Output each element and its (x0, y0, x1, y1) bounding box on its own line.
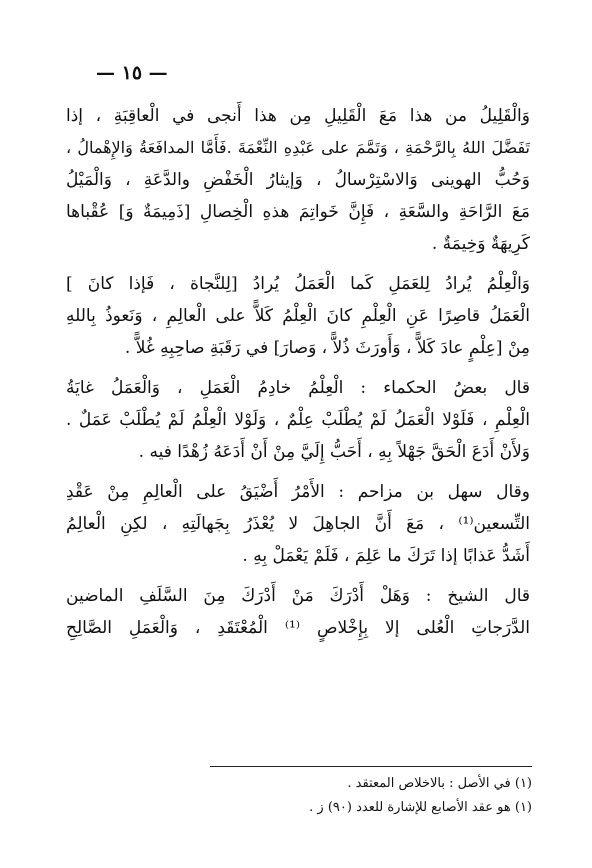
text-line: وَحُبُّ الهوينى وَالاسْتِرْسالُ ، وَإيثارُ الْخَفْضِ والدَّعَةِ ، وَالْمَيْلُ (66, 170, 530, 190)
text-line: الْعِلْمِ ، فَلَوْلا الْعَمَلُ لَمْ يُطْلَبْ عِلْمٌ ، وَلَوْلا الْعِلْمُ لَمْ يُطْلَبْ عَمَلٌ . (66, 410, 530, 430)
text-line: تَفَضَّلَ اللهُ بِالرَّحْمَةِ ، وَتَمَّمَ على عَبْدِهِ النِّعْمَةَ .فَأَمَّا المدافَعَةُ وَالإِهْمالُ ، (66, 138, 530, 157)
paragraph-5 (66, 580, 530, 644)
paragraph-3 (66, 372, 530, 468)
paragraph-4 (66, 476, 530, 572)
paragraph-2 (66, 268, 530, 364)
text-line: الدَّرَجاتِ الْعُلى إلا بِإِخْلاصٍ ⁽¹⁾ الْمُعْتَقَدِ ، وَالْعَمَلِ الصَّالِحِ (66, 618, 530, 638)
text-line: قال الشيخ : وَهَلْ أَدْرَكَ مَنْ أَدْرَكَ مِنَ السَّلَفِ الماضين (66, 586, 530, 606)
body-text (66, 100, 530, 652)
text-line: مِنْ [عِلْمٍ عادَ كَلاًّ ، وَأَورَثَ ذُلاًّ ، وَصارَ] في رَقَبَةِ صاحِبِهِ غُلاًّ . (124, 338, 530, 358)
text-line: أَشَدُّ عَذابًا إذا تَرَكَ ما عَلِمَ ، فَلَمْ يَعْمَلْ بِهِ . (242, 546, 530, 566)
text-line: الْعَمَلُ قاصِرًا عَنِ الْعِلْمِ كانَ الْعِلْمُ كَلاًّ على الْعالِمِ ، وَنَعوذُ بِاللهِ (66, 306, 530, 326)
text-line: وَالْعِلْمُ يُرادُ لِلعَمَلِ كَما الْعَمَلُ يُرادُ [لِلنَّجاة ، فَإذا كانَ ] (66, 274, 530, 294)
text-line: مَعَ الرَّاحَةِ والسَّعَةِ ، فَإِنَّ خَواتِمَ هذهِ الْخِصالِ [ذَمِيمَةٌ وَ] عُقْباها (66, 202, 530, 222)
paragraph-1 (66, 100, 530, 260)
page-number: — ١٥ — (96, 62, 168, 84)
text-line: وَلأَنْ أَدَعَ الْحَقَّ جَهْلاً بِهِ ، أَحَبُّ إِلَيَّ مِنْ أَنْ أَدَعَهُ زُهْدًا فيه . (138, 442, 530, 462)
footnote: (١) في الأصل : بالاخلاص المعتقد . (347, 776, 532, 791)
footnote: (١) هو عقد الأصابع للإشارة للعدد (٩٠) ز . (309, 800, 532, 815)
text-line: وَالْقَلِيلُ من هذا مَعَ الْقَلِيلِ مِن هذا أَنجى في الْعاقِبَةِ ، إذا (66, 106, 530, 126)
footnotes (210, 766, 532, 819)
text-line: وقال سهل بن مزاحم : الأَمْرُ أَضْيَقُ على الْعالِمِ مِنْ عَقْدِ (66, 482, 530, 502)
text-line: التِّسعين⁽¹⁾ ، مَعَ أَنَّ الجاهِلَ لا يُعْذَرُ بِجَهالَتِهِ ، لكِنِ الْعالِمُ (66, 514, 530, 534)
text-line: قال بعضُ الحكماء : الْعِلْمُ خادِمُ الْعَمَلِ ، وَالْعَمَلُ غايَةُ (66, 378, 530, 398)
text-line: كَرِيهَةٌ وَخِيمَةٌ . (431, 234, 530, 254)
